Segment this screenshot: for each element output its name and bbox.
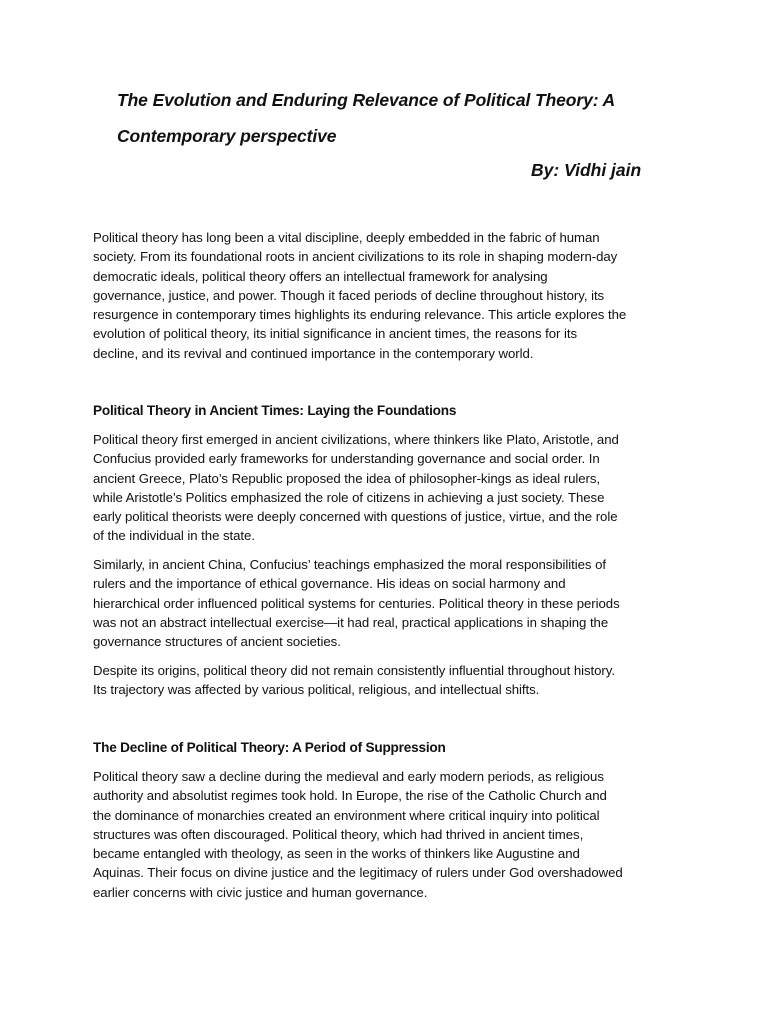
text-line: Confucius provided early frameworks for understanding governance and social order. In — [93, 451, 600, 467]
ancient-paragraph-2 — [93, 555, 683, 651]
decline-paragraph-1 — [93, 767, 683, 902]
text-line: hierarchical order influenced political systems for centuries. Political theory in these periods — [93, 595, 620, 611]
ancient-paragraph-1 — [93, 430, 683, 546]
intro-paragraph — [93, 228, 683, 363]
text-line: earlier concerns with civic justice and human governance. — [93, 884, 428, 900]
author-byline: By: Vidhi jain — [531, 160, 642, 180]
section-heading-decline: The Decline of Political Theory: A Period of Suppression — [93, 740, 446, 755]
text-line: democratic ideals, political theory offers an intellectual framework for analysing — [93, 268, 548, 284]
section-heading-ancient: Political Theory in Ancient Times: Laying the Foundations — [93, 403, 457, 418]
text-line: resurgence in contemporary times highlights its enduring relevance. This article explores the — [93, 307, 627, 323]
text-line: while Aristotle’s Politics emphasized the role of citizens in achieving a just society. These — [93, 489, 605, 505]
text-line: was not an abstract intellectual exercise—it had real, practical applications in shaping the — [93, 614, 609, 630]
text-line: decline, and its revival and continued importance in the contemporary world. — [93, 345, 534, 361]
title-line: The Evolution and Enduring Relevance of Political Theory: A — [117, 90, 616, 110]
text-line: Its trajectory was affected by various political, religious, and intellectual shifts. — [93, 682, 540, 698]
ancient-paragraph-3 — [93, 661, 683, 700]
text-line: of the individual in the state. — [93, 528, 255, 544]
document-title — [117, 82, 677, 154]
text-line: Political theory first emerged in ancient civilizations, where thinkers like Plato, Aristotle, and — [93, 432, 619, 447]
text-line: Similarly, in ancient China, Confucius’ teachings emphasized the moral responsibilities of — [93, 557, 606, 572]
text-line: Political theory has long been a vital discipline, deeply embedded in the fabric of human — [93, 230, 600, 245]
text-line: evolution of political theory, its initial significance in ancient times, the reasons for its — [93, 326, 578, 342]
text-line: ancient Greece, Plato’s Republic proposed the idea of philosopher-kings as ideal rulers, — [93, 470, 601, 486]
text-line: governance structures of ancient societies. — [93, 634, 341, 650]
text-line: society. From its foundational roots in ancient civilizations to its role in shaping modern-day — [93, 249, 618, 265]
text-line: Aquinas. Their focus on divine justice and the legitimacy of rulers under God overshadowed — [93, 865, 623, 881]
text-line: became entangled with theology, as seen in the works of thinkers like Augustine and — [93, 846, 580, 862]
text-line: Despite its origins, political theory did not remain consistently influential throughout history. — [93, 663, 615, 678]
title-line: Contemporary perspective — [117, 126, 337, 146]
text-line: Political theory saw a decline during the medieval and early modern periods, as religious — [93, 769, 604, 784]
text-line: governance, justice, and power. Though it faced periods of decline throughout history, its — [93, 287, 605, 303]
text-line: authority and absolutist regimes took hold. In Europe, the rise of the Catholic Church and — [93, 788, 607, 804]
text-line: early political theorists were deeply concerned with questions of justice, virtue, and the role — [93, 509, 618, 525]
text-line: rulers and the importance of ethical governance. His ideas on social harmony and — [93, 576, 566, 592]
text-line: structures was often discouraged. Political theory, which had thrived in ancient times, — [93, 826, 584, 842]
text-line: the dominance of monarchies created an environment where critical inquiry into political — [93, 807, 600, 823]
